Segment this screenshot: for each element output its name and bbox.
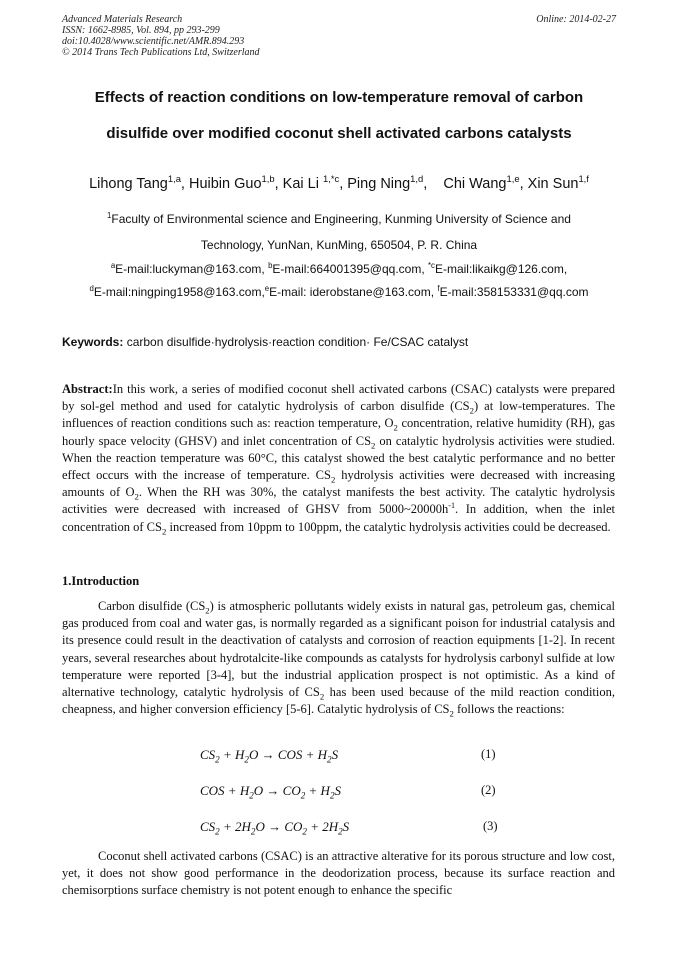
journal-name: Advanced Materials Research xyxy=(62,14,183,25)
issn-line: ISSN: 1662-8985, Vol. 894, pp 293-299 xyxy=(62,25,220,36)
intro-paragraph: Carbon disulfide $(CS_2)$ is atmospheric pollutants widely exists in natural gas, petroleum gas, chemical gas produced from coal and water gas, is normally regarded as a significant poison for industrial catalysis and its presence could result in the deactivation of catalysts and corrosion of reaction equipments [1-2]. In recent years, several researches about hydrotalcite-like compounds as catalysts for hydrolysis carbonyl sulfide at low temperature were reported [3-4], but the industrial application prospect is not optimistic. As a kind of alternative technology, catalytic hydrolysis of $CS_2$ has been used because of the mild reaction condition, cheapness, and higher conversion efficiency [5-6]. Catalytic hydrolysis of $CS_2$ follows the reactions: xyxy=(62,599,615,719)
author-affil-sup: 1,e xyxy=(506,173,520,185)
author-affil-sup: 1,f xyxy=(578,173,589,185)
email-line-1: $^a$E-mail:luckyman@163.com, $^b$E-mail:664001395@qq.com, $^{*c}$E-mail:likaikg@126.com, xyxy=(110,261,568,276)
affiliation-line-2: Technology, YunNan, KunMing, 650504, P. R. China xyxy=(200,238,478,252)
author-affil-sup: 1,d xyxy=(410,173,424,185)
keywords-label: Keywords: xyxy=(62,335,124,349)
abstract-label: Abstract: xyxy=(62,382,113,396)
author-name: Huibin Guo xyxy=(188,176,262,192)
body-paragraph: Coconut shell activated carbons (CSAC) is an attractive alterative for its porous structure and low cost, yet, it does not show good performance in the deodorization process, because its surface reaction and chemisorptions surface chemistry is not potent enough to enhance the specific xyxy=(62,849,615,898)
keywords xyxy=(62,335,468,349)
title-line-1: Effects of reaction conditions on low-temperature removal of carbon xyxy=(94,89,584,106)
email-line-2: $^d$E-mail:ningping1958@163.com,$^e$E-mail: iderobstane@163.com, $^f$E-mail:358153331@qq.com xyxy=(89,284,589,299)
equation-number: (2) xyxy=(481,783,496,797)
online-date: Online: 2014-02-27 xyxy=(536,14,616,25)
author-affil-sup: 1,*c xyxy=(322,173,340,185)
equation-3: $CS_2 + 2H_2O \to CO_2 + 2H_2S$ xyxy=(200,819,350,837)
doi-line: doi:10.4028/www.scientific.net/AMR.894.293 xyxy=(62,36,245,47)
copyright-line: © 2014 Trans Tech Publications Ltd, Switzerland xyxy=(62,47,260,58)
author-name: Lihong Tang xyxy=(89,176,168,192)
author-name: Kai Li xyxy=(282,176,319,192)
author-name: Xin Sun xyxy=(527,176,579,192)
affiliation-line-1: $^1$Faculty of Environmental science and Engineering, Kunming University of Science and xyxy=(107,211,571,226)
author-name: Ping Ning xyxy=(347,176,411,192)
title-line-2: disulfide over modified coconut shell activated carbons catalysts xyxy=(106,125,572,142)
equation-number: (3) xyxy=(483,819,498,833)
author-affil-sup: 1,b xyxy=(261,173,275,185)
author-list: Lihong Tang$^{1,a}$, Huibin Guo$^{1,b}$, Kai Li $^{1,*c}$, Ping Ning$^{1,d}$, Chi Wang$^{1,e}$, Xin Sun$^{1,f}$ xyxy=(89,173,589,192)
author-name: Chi Wang xyxy=(443,176,507,192)
section-heading-introduction: 1.Introduction xyxy=(62,574,140,588)
equation-1: $CS_2 + H_2O$ → COS + $H_2S$ xyxy=(200,747,339,765)
keywords-text: carbon disulfide·hydrolysis·reaction condition· Fe/CSAC catalyst xyxy=(123,335,469,349)
equation-2: COS + $H_2O \to CO_2 + H_2S$ xyxy=(200,783,341,801)
equation-number: (1) xyxy=(481,747,496,761)
journal-header xyxy=(62,14,260,58)
author-affil-sup: 1,a xyxy=(167,173,181,185)
abstract: Abstract:In this work, a series of modified coconut shell activated carbons (CSAC) catalysts were prepared by sol-gel method and used for catalytic hydrolysis of carbon disulfide $(CS_2)$ at low-temperatures. The influences of reaction conditions such as: reaction temperature, $O_2$ concentration, relative humidity (RH), gas hourly space velocity (GHSV) and inlet concentration of $CS_2$ on catalytic hydrolysis activities were studied. When the reaction temperature was 60°C, this catalyst showed the best catalytic performance and no better effect occurs with the increase of temperature. $CS_2$ hydrolysis activities were decreased with increasing amounts of $O_2$. When the RH was 30%, the catalyst manifests the best activity. The catalytic hydrolysis activities were decreased with increased of GHSV from $5000\sim 20000h^{-1}$. In addition, when the inlet concentration of $CS_2$ increased from 10ppm to 100ppm, the catalytic hydrolysis activities could be decreased. xyxy=(62,382,616,537)
